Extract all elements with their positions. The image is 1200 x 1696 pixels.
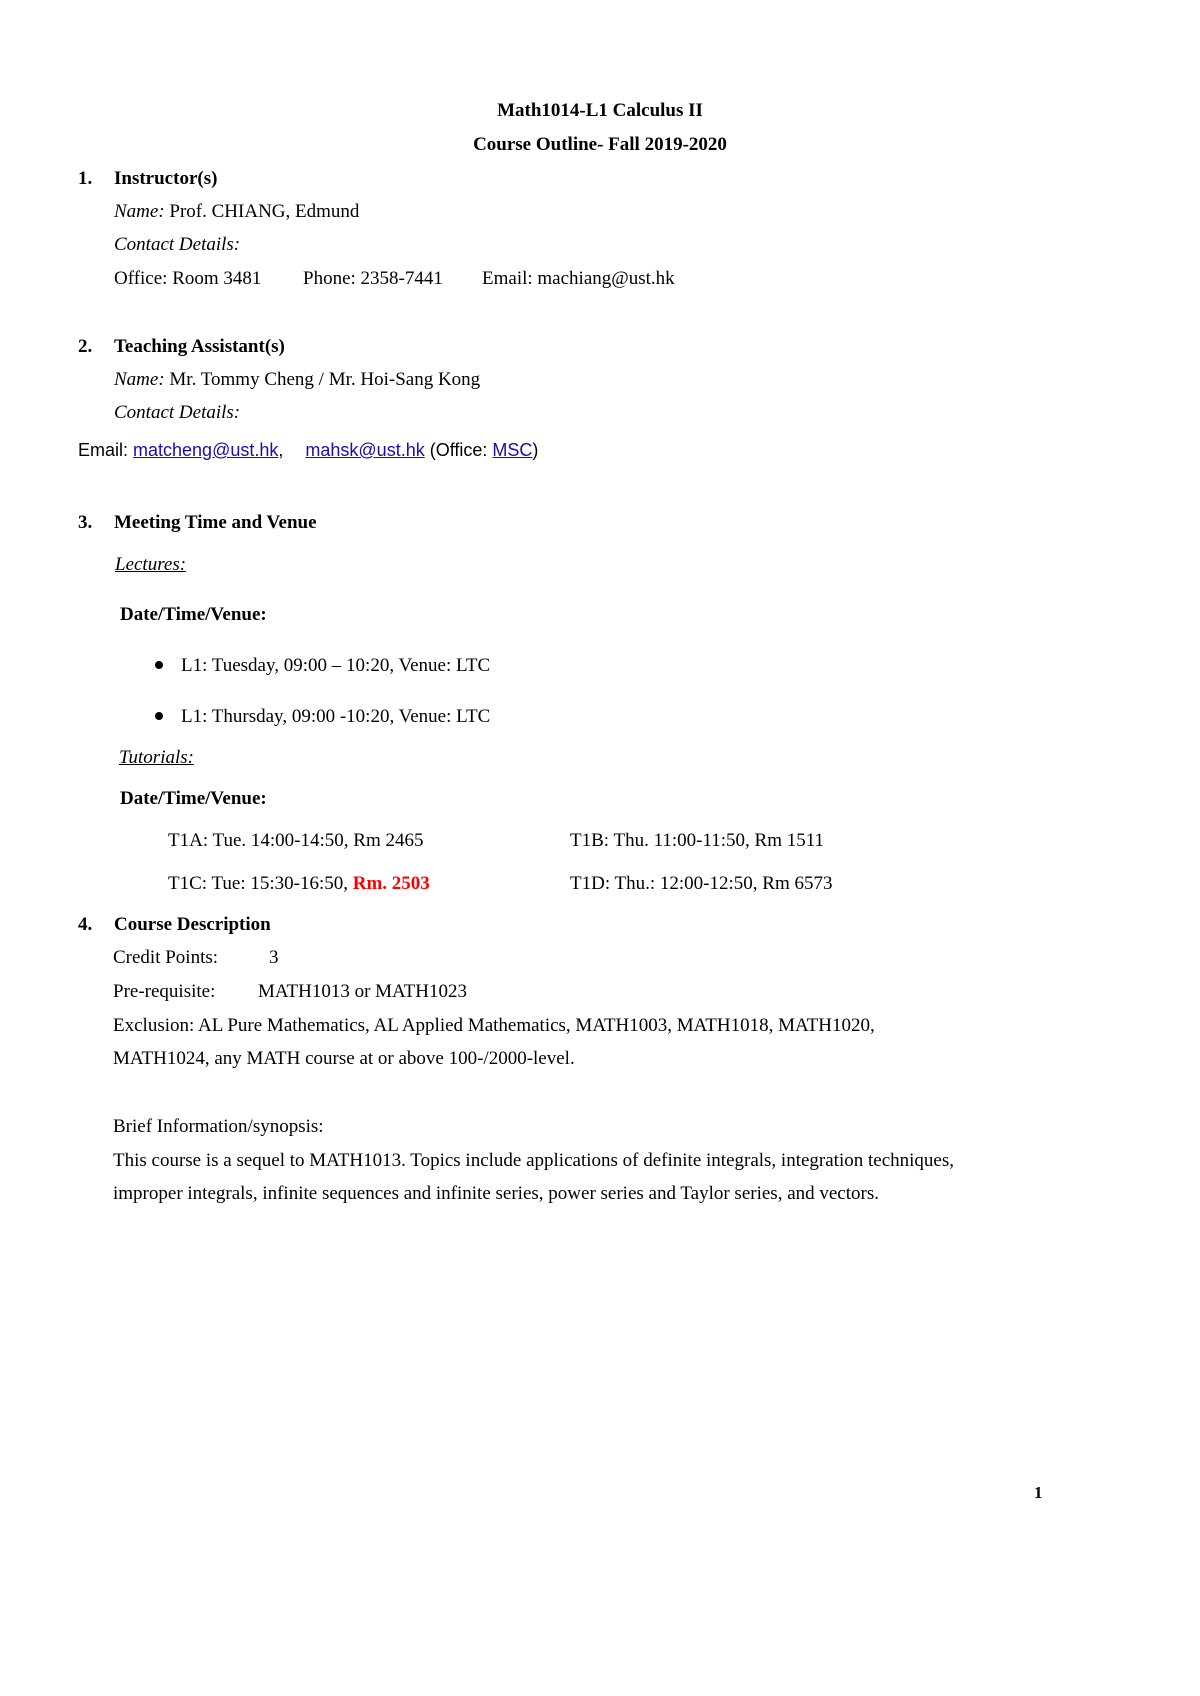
bullet-icon (155, 712, 163, 720)
credit-points-label: Credit Points: (113, 947, 219, 968)
tutorial-t1a: T1A: Tue. 14:00-14:50, Rm 2465 (168, 830, 424, 851)
tutorials-label: Tutorials: (119, 747, 194, 768)
lecture-item-text: L1: Tuesday, 09:00 – 10:20, Venue: LTC (181, 655, 491, 676)
lectures-date-time-venue: Date/Time/Venue: (120, 604, 267, 625)
page-number: 1 (1034, 1483, 1043, 1502)
instructor-phone: Phone: 2358-7441 (303, 268, 443, 289)
section-number: 2. (78, 336, 93, 357)
instructor-office: Office: Room 3481 (114, 268, 262, 289)
section-number: 1. (78, 168, 93, 189)
credit-points-value: 3 (269, 947, 279, 968)
brief-info-label: Brief Information/synopsis: (113, 1116, 324, 1137)
lecture-item (155, 706, 490, 728)
section-title: Teaching Assistant(s) (114, 336, 285, 357)
lectures-label: Lectures: (115, 554, 187, 575)
section-instructor-heading (78, 168, 217, 190)
section-number: 4. (78, 914, 93, 935)
lecture-item (155, 655, 490, 677)
tutorial-t1c-room: Rm. 2503 (352, 873, 430, 894)
name-label: Name: (114, 201, 165, 222)
email-label: Email: (78, 440, 134, 460)
exclusion-line-2: MATH1024, any MATH course at or above 100-/2000-level. (113, 1048, 575, 1069)
section-number: 3. (78, 512, 93, 533)
section-title: Meeting Time and Venue (114, 512, 317, 533)
name-label: Name: (114, 369, 165, 390)
exclusion-line-1: Exclusion: AL Pure Mathematics, AL Applied Mathematics, MATH1003, MATH1018, MATH1020, (113, 1015, 875, 1036)
section-description-heading (78, 914, 271, 936)
email-link-matcheng[interactable]: matcheng@ust.hk (133, 440, 279, 460)
tutorial-t1b: T1B: Thu. 11:00-11:50, Rm 1511 (570, 830, 825, 851)
ta-contact-label: Contact Details: (114, 402, 241, 423)
name-value: Prof. CHIANG, Edmund (164, 201, 360, 222)
instructor-email: Email: machiang@ust.hk (482, 268, 675, 289)
email-link-mahsk[interactable]: mahsk@ust.hk (305, 440, 425, 460)
section-ta-heading (78, 336, 285, 358)
tutorials-date-time-venue: Date/Time/Venue: (120, 788, 267, 809)
brief-info-line-2: improper integrals, infinite sequences and infinite series, power series and Taylor series, and vectors. (113, 1183, 879, 1204)
email-separator: , (278, 440, 284, 460)
document-title: Math1014-L1 Calculus II (497, 100, 703, 121)
prerequisite-label: Pre-requisite: (113, 981, 216, 1002)
brief-info-line-1: This course is a sequel to MATH1013. Topics include applications of definite integrals, integration techniques, (113, 1150, 954, 1171)
ta-email-line (78, 440, 538, 461)
tutorial-t1c-text: T1C: Tue: 15:30-16:50, (168, 873, 353, 894)
ta-name (114, 369, 480, 391)
office-prefix: (Office: (424, 440, 493, 460)
instructor-name (114, 201, 359, 223)
instructor-contact-label: Contact Details: (114, 234, 241, 255)
lecture-item-text: L1: Thursday, 09:00 -10:20, Venue: LTC (181, 706, 491, 727)
office-link-msc[interactable]: MSC (492, 440, 533, 460)
name-value: Mr. Tommy Cheng / Mr. Hoi-Sang Kong (164, 369, 481, 390)
office-suffix: ) (532, 440, 539, 460)
section-meeting-heading (78, 512, 317, 534)
section-title: Course Description (114, 914, 271, 935)
bullet-icon (155, 661, 163, 669)
section-title: Instructor(s) (114, 168, 218, 189)
prerequisite-value: MATH1013 or MATH1023 (258, 981, 467, 1002)
document-subtitle: Course Outline- Fall 2019-2020 (473, 134, 727, 155)
tutorial-t1c (168, 873, 430, 895)
tutorial-t1d: T1D: Thu.: 12:00-12:50, Rm 6573 (570, 873, 833, 894)
